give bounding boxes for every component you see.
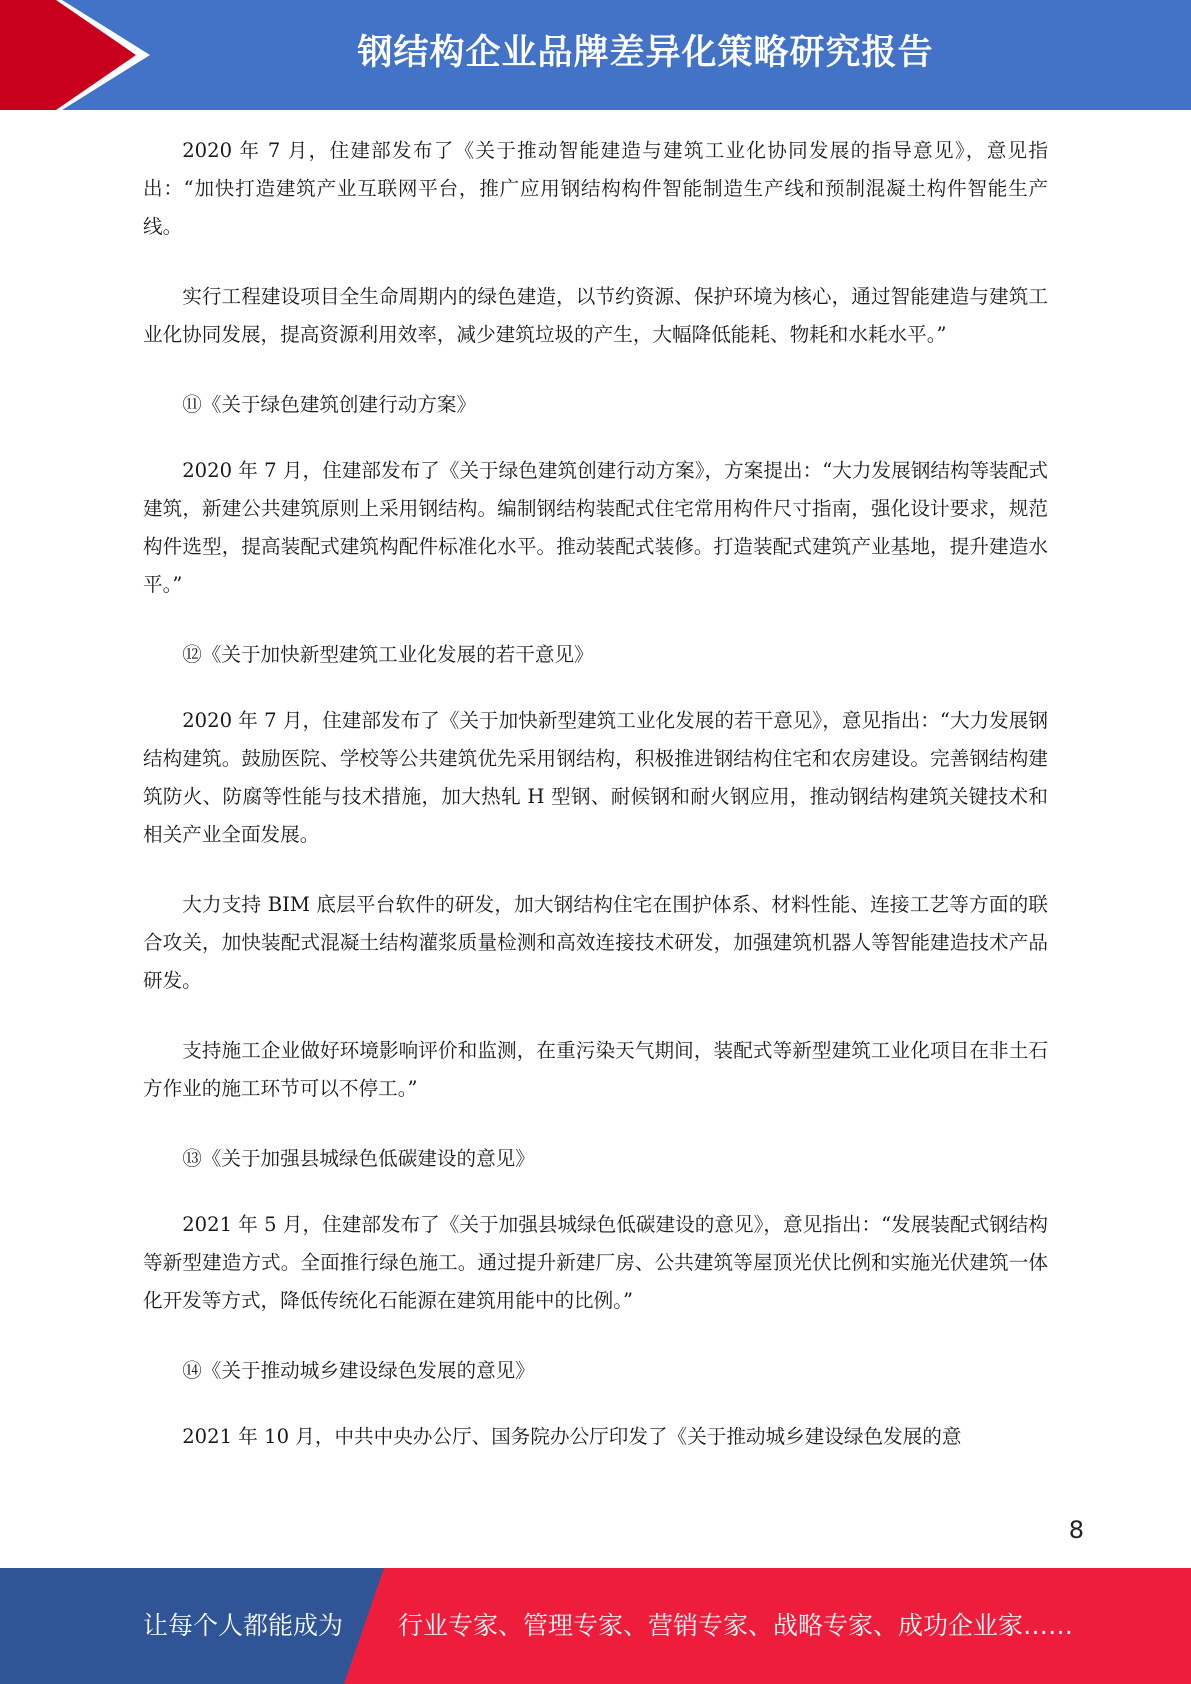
page-header	[0, 0, 1191, 110]
paragraph: 大力支持 BIM 底层平台软件的研发，加大钢结构住宅在围护体系、材料性能、连接工艺等方面的联合攻关，加快装配式混凝土结构灌浆质量检测和高效连接技术研发，加强建筑机器人等智能建造技术产品研发。	[143, 893, 1048, 992]
policy-heading-14: ⑭《关于推动城乡建设绿色发展的意见》	[182, 1359, 535, 1382]
paragraph: 2021 年 5 月，住建部发布了《关于加强县城绿色低碳建设的意见》，意见指出：“发展装配式钢结构等新型建造方式。全面推行绿色施工。通过提升新建厂房、公共建筑等屋顶光伏比例和实施光伏建筑一体化开发等方式，降低传统化石能源在建筑用能中的比例。”	[143, 1213, 1048, 1312]
policy-heading-11: ⑪《关于绿色建筑创建行动方案》	[182, 393, 477, 416]
page-number: 8	[1068, 1516, 1084, 1544]
page-footer	[0, 1568, 1191, 1684]
report-title: 钢结构企业品牌差异化策略研究报告	[357, 33, 934, 73]
paragraph: 2020 年 7 月，住建部发布了《关于绿色建筑创建行动方案》，方案提出：“大力发展钢结构等装配式建筑，新建公共建筑原则上采用钢结构。编制钢结构装配式住宅常用构件尺寸指南，强化设计要求，规范构件选型，提高装配式建筑构配件标准化水平。推动装配式装修。打造装配式建筑产业基地，提升建造水平。”	[143, 459, 1048, 596]
footer-slogan-right: 行业专家、管理专家、营销专家、战略专家、成功企业家……	[398, 1611, 1074, 1640]
footer-slogan-left: 让每个人都能成为	[143, 1611, 344, 1640]
paragraph: 实行工程建设项目全生命周期内的绿色建造，以节约资源、保护环境为核心，通过智能建造与建筑工业化协同发展，提高资源利用效率，减少建筑垃圾的产生，大幅降低能耗、物耗和水耗水平。”	[143, 285, 1048, 346]
paragraph: 2021 年 10 月，中共中央办公厅、国务院办公厅印发了《关于推动城乡建设绿色发展的意	[182, 1425, 962, 1448]
paragraph: 2020 年 7 月，住建部发布了《关于加快新型建筑工业化发展的若干意见》，意见指出：“大力发展钢结构建筑。鼓励医院、学校等公共建筑优先采用钢结构，积极推进钢结构住宅和农房建设。完善钢结构建筑防火、防腐等性能与技术措施，加大热轧 H 型钢、耐候钢和耐火钢应用，推动钢结构建筑关键技术和相关产业全面发展。	[143, 709, 1048, 846]
paragraph: 支持施工企业做好环境影响评价和监测，在重污染天气期间，装配式等新型建筑工业化项目在非土石方作业的施工环节可以不停工。”	[143, 1039, 1048, 1100]
policy-heading-13: ⑬《关于加强县城绿色低碳建设的意见》	[182, 1147, 535, 1170]
policy-heading-12: ⑫《关于加快新型建筑工业化发展的若干意见》	[182, 643, 594, 666]
paragraph: 2020 年 7 月，住建部发布了《关于推动智能建造与建筑工业化协同发展的指导意见》，意见指出：“加快打造建筑产业互联网平台，推广应用钢结构构件智能制造生产线和预制混凝土构件智能生产线。	[143, 139, 1048, 238]
body-content	[143, 132, 1048, 1488]
